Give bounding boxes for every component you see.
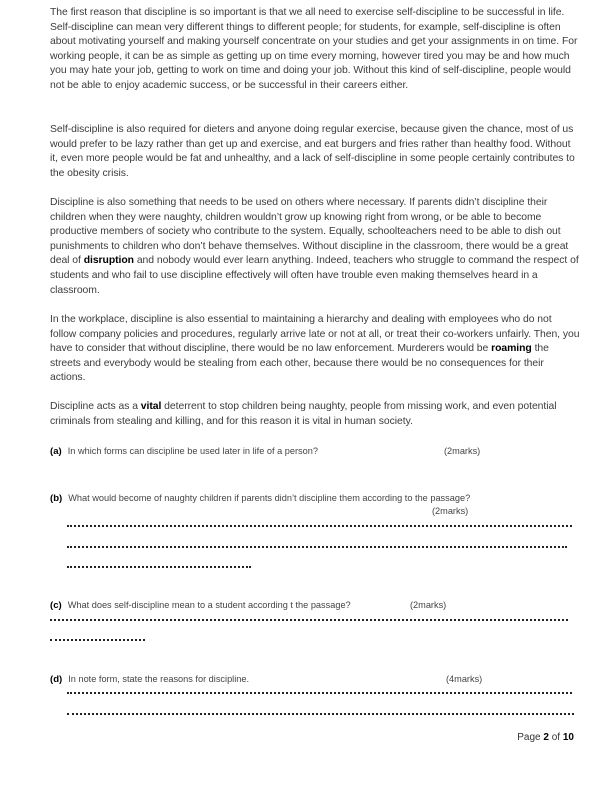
passage-paragraph-2 [50, 123, 580, 181]
question-c-marks: (2marks) [410, 600, 447, 610]
answer-line-c-1[interactable] [50, 619, 568, 621]
paragraph-text: Discipline is also something that needs to be used on others where necessary. If parents didn’t discipline their children when they were naughty, children wouldn’t grow up knowing right from wrong, or be able to become productive members of society who contribute to the system. Equally, schoolteachers need to be able to dish out punishments to children who don’t behave themselves. Without discipline in the classroom, there would be a great deal of [50, 197, 569, 267]
answer-line-b-1[interactable] [67, 525, 572, 527]
current-page: 2 [543, 732, 549, 743]
question-d-marks: (4marks) [446, 674, 483, 684]
answer-line-b-3[interactable] [67, 566, 251, 568]
question-text: What does self-discipline mean to a student according t the passage? [67, 600, 351, 610]
passage-paragraph-1 [50, 6, 580, 94]
paragraph-text: Self-discipline is also required for dieters and anyone doing regular exercise, because given the chance, most of us would prefer to be lazy rather than get up and exercise, and eat burgers and fries rather than healthy food. Without it, even more people would be fat and unhealthy, and a lack of self-discipline in some people certainly contributes to the obesity crisis. [50, 124, 575, 179]
question-a [50, 445, 318, 458]
paragraph-text: the streets and everybody would be stealing from each other, because there would be no consequences for their actions. [50, 343, 549, 384]
question-b-marks: (2marks) [432, 506, 469, 516]
passage-paragraph-4 [50, 313, 580, 386]
paragraph-text: Discipline acts as a [50, 401, 141, 412]
question-text: What would become of naughty children if parents didn’t discipline them according to the passage? [68, 493, 471, 503]
page-of: of [548, 732, 563, 743]
paragraph-text: deterrent to stop children being naughty, people from missing work, and even potential criminals from stealing and killing, and for this reason it is vital in human society. [50, 401, 557, 427]
question-text: In which forms can discipline be used later in life of a person? [67, 446, 318, 456]
answer-line-b-2[interactable] [67, 546, 567, 548]
question-label: (d) [50, 674, 63, 685]
paragraph-text: The first reason that discipline is so important is that we all need to exercise self-discipline to be successful in life. Self-discipline can mean very different things to different people; for students, for example, self-discipline is often about motivating yourself and making yourself concentrate on your studies and get your assignments in on time. For working people, it can be as simple as getting up on time every morning, however tired you may be and how much you may hate your job, getting to work on time and doing your job. Without this kind of self-discipline, people would not be able to enjoy academic success, or be successful in their careers either. [50, 7, 578, 91]
paragraph-text: and nobody would ever learn anything. Indeed, teachers who struggle to command the respect of students and who fail to use discipline effectively will often have trouble even making themselves heard in a classroom. [50, 255, 579, 296]
question-c [50, 599, 351, 612]
vocabulary-word-disruption: disruption [83, 255, 134, 267]
question-d [50, 673, 249, 686]
answer-line-d-2[interactable] [67, 713, 574, 715]
question-label: (a) [50, 446, 62, 457]
question-text: In note form, state the reasons for discipline. [68, 674, 250, 684]
answer-line-c-2[interactable] [50, 639, 145, 641]
total-pages: 10 [562, 732, 574, 743]
question-label: (b) [50, 493, 63, 504]
question-label: (c) [50, 600, 62, 611]
vocabulary-word-vital: vital [140, 401, 162, 412]
question-a-marks: (2marks) [444, 446, 481, 456]
page-prefix: Page [517, 732, 544, 743]
passage-paragraph-5 [50, 400, 580, 429]
answer-line-d-1[interactable] [67, 692, 572, 694]
paragraph-text: In the workplace, discipline is also essential to maintaining a hierarchy and dealing with employees who do not follow company policies and procedures, regularly arrive late or not at all, or treat their co-workers unfairly. Then, you have to consider that without discipline, there would be no law enforcement. Murderers would be [50, 314, 580, 355]
question-b [50, 492, 470, 505]
passage-paragraph-3 [50, 196, 580, 298]
vocabulary-word-roaming: roaming [491, 343, 532, 355]
page-number [517, 732, 574, 743]
